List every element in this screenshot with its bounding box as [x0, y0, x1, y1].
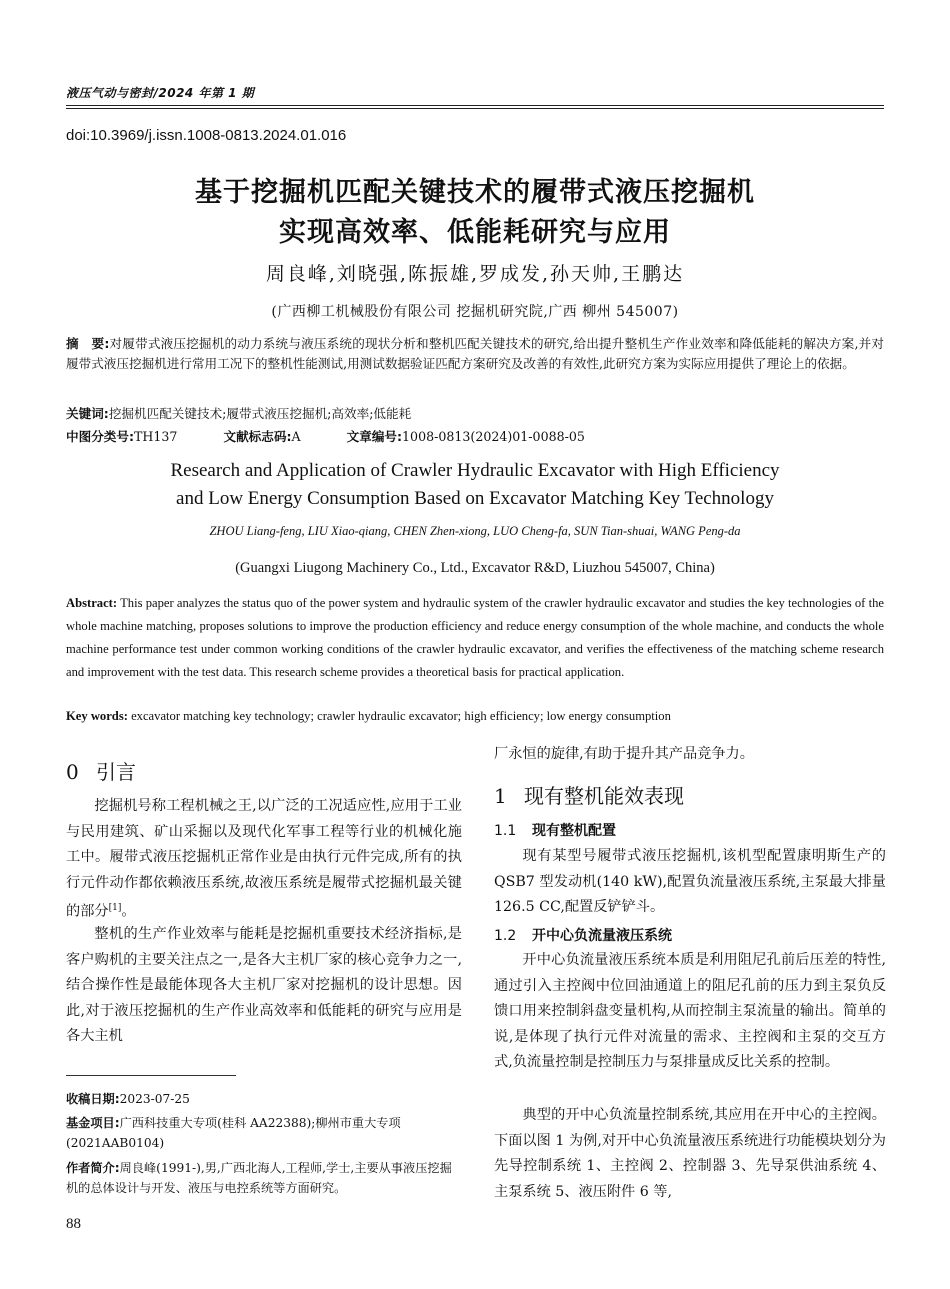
footnote-rule	[66, 1075, 236, 1076]
fund-text: 广西科技重大专项(桂科 AA22388);柳州市重大专项(2021AAB0104)	[66, 1116, 401, 1150]
section-0-paragraph-2: 整机的生产作业效率与能耗是挖掘机重要技术经济指标,是客户购机的主要关注点之一,是各大主机厂家的核心竞争力之一,结合操作性是最能体现各大主机厂家对挖掘机的设计思想。因此,对于液压挖掘机的生产作业高效率和低能耗的研究与应用是各大主机	[66, 926, 462, 1044]
header-rule-bottom	[66, 108, 884, 109]
doi: doi:10.3969/j.issn.1008-0813.2024.01.016	[66, 127, 347, 144]
journal-header: 液压气动与密封/2024 年第 1 期	[66, 86, 255, 100]
section-0-heading	[66, 756, 462, 785]
clc-value: TH137	[134, 429, 178, 444]
subsection-1-2-paragraph-2: 典型的开中心负流量控制系统,其应用在开中心的主控阀。下面以图 1 为例,对开中心负流量液压系统进行功能模块划分为先导控制系统 1、主控阀 2、控制器 3、先导泵供油系统 4、主泵系统 5、液压附件 6 等,	[494, 1107, 886, 1200]
subsection-1-2-number: 1.2	[494, 928, 517, 944]
abstract-cn-label: 摘 要:	[66, 336, 110, 351]
keywords-cn-label: 关键词:	[66, 406, 109, 421]
subsection-1-1-heading	[494, 820, 886, 840]
doc-code-value: A	[291, 429, 301, 444]
article-no-value: 1008-0813(2024)01-0088-05	[402, 429, 585, 444]
subsection-1-2-heading	[494, 925, 886, 945]
doc-code-label: 文献标志码:	[223, 429, 292, 444]
footnote-author	[66, 1158, 462, 1198]
section-0-continuation: 厂永恒的旋律,有助于提升其产品竞争力。	[494, 746, 754, 762]
author-bio-text: 周良峰(1991-),男,广西北海人,工程师,学士,主要从事液压挖掘机的总体设计与开发、液压与电控系统等方面研究。	[66, 1161, 452, 1195]
subsection-1-2-paragraph-1: 开中心负流量液压系统本质是利用阻尼孔前后压差的特性,通过引入主控阀中位回油通道上的阻尼孔前的压力到主泵负反馈口用来控制斜盘变量机构,从而控制主泵流量的输出。简单的说,是体现了执行元件对流量的需求、主控阀和主泵的交互方式,负流量控制是控制压力与泵排量成反比关系的控制。	[494, 952, 886, 1070]
abstract-cn	[66, 334, 884, 374]
section-1-title: 现有整机能效表现	[524, 784, 684, 808]
author-bio-label: 作者简介:	[66, 1161, 120, 1175]
section-0-title: 引言	[96, 760, 136, 784]
article-no-label: 文章编号:	[346, 429, 403, 444]
section-0-paragraph-1	[66, 794, 462, 925]
title-cn-line1: 基于挖掘机匹配关键技术的履带式液压挖掘机	[195, 177, 755, 208]
subsection-1-1-paragraph: 现有某型号履带式液压挖掘机,该机型配置康明斯生产的 QSB7 型发动机(140 kW),配置负流量液压系统,主泵最大排量 126.5 CC,配置反铲铲斗。	[494, 848, 886, 915]
clc-label: 中图分类号:	[66, 429, 135, 444]
classification-line	[66, 427, 884, 447]
keywords-cn	[66, 404, 884, 424]
keywords-en	[66, 705, 884, 728]
keywords-cn-text: 挖掘机匹配关键技术;履带式液压挖掘机;高效率;低能耗	[108, 406, 412, 421]
subsection-1-2-title: 开中心负流量液压系统	[532, 928, 672, 944]
received-label: 收稿日期:	[66, 1092, 120, 1106]
abstract-cn-text: 对履带式液压挖掘机的动力系统与液压系统的现状分析和整机匹配关键技术的研究,给出提升整机生产作业效率和降低能耗的解决方案,并对履带式液压挖掘机进行常用工况下的整机性能测试,用测试数据验证匹配方案研究及改善的有效性,此研究方案为实际应用提供了理论上的依据。	[66, 336, 884, 371]
affiliation-cn: (广西柳工机械股份有限公司 挖掘机研究院,广西 柳州 545007)	[271, 304, 679, 320]
section-0-p1-end: 。	[121, 903, 136, 920]
received-date: 2023-07-25	[119, 1092, 190, 1106]
keywords-en-text: excavator matching key technology; crawler hydraulic excavator; high efficiency; low energy consumption	[131, 709, 671, 723]
footnote-received	[66, 1089, 462, 1109]
section-1-heading	[494, 780, 886, 809]
section-0-number: 0	[66, 760, 79, 784]
affiliation-en: (Guangxi Liugong Machinery Co., Ltd., Excavator R&D, Liuzhou 545007, China)	[235, 560, 715, 576]
page-number: 88	[66, 1216, 81, 1232]
section-1-number: 1	[494, 784, 507, 808]
title-en-line1: Research and Application of Crawler Hydraulic Excavator with High Efficiency	[170, 460, 780, 481]
abstract-en-text: This paper analyzes the status quo of the power system and hydraulic system of the crawler hydraulic excavator and studies the key technologies of the whole machine matching, proposes solutions to improve the production efficiency and reduce energy consumption of the whole machine, and conducts the whole machine performance test under common working conditions of the crawler hydraulic excavator, and verifies the effectiveness of the matching scheme research and improvement with the test data. This research scheme provides a theoretical basis for practical application.	[66, 596, 884, 679]
keywords-en-label: Key words:	[66, 709, 128, 723]
header-rule-top	[66, 105, 884, 106]
citation-1: [1]	[108, 903, 122, 913]
authors-cn: 周良峰,刘晓强,陈振雄,罗成发,孙天帅,王鹏达	[265, 263, 685, 285]
footnote-fund	[66, 1113, 462, 1153]
fund-label: 基金项目:	[66, 1116, 120, 1130]
title-cn-line2: 实现高效率、低能耗研究与应用	[279, 217, 671, 248]
subsection-1-1-title: 现有整机配置	[532, 823, 616, 839]
abstract-en-label: Abstract:	[66, 596, 118, 610]
authors-en: ZHOU Liang-feng, LIU Xiao-qiang, CHEN Zhen-xiong, LUO Cheng-fa, SUN Tian-shuai, WANG Peng-da	[209, 524, 741, 538]
subsection-1-1-number: 1.1	[494, 823, 517, 839]
abstract-en	[66, 592, 884, 684]
title-en-line2: and Low Energy Consumption Based on Excavator Matching Key Technology	[176, 488, 774, 509]
section-0-p1-text: 挖掘机号称工程机械之王,以广泛的工况适应性,应用于工业与民用建筑、矿山采掘以及现代化军事工程等行业的机械化施工中。履带式液压挖掘机正常作业是由执行元件完成,所有的执行元件动作都依赖液压系统,故液压系统是履带式挖掘机最关键的部分	[66, 798, 462, 920]
